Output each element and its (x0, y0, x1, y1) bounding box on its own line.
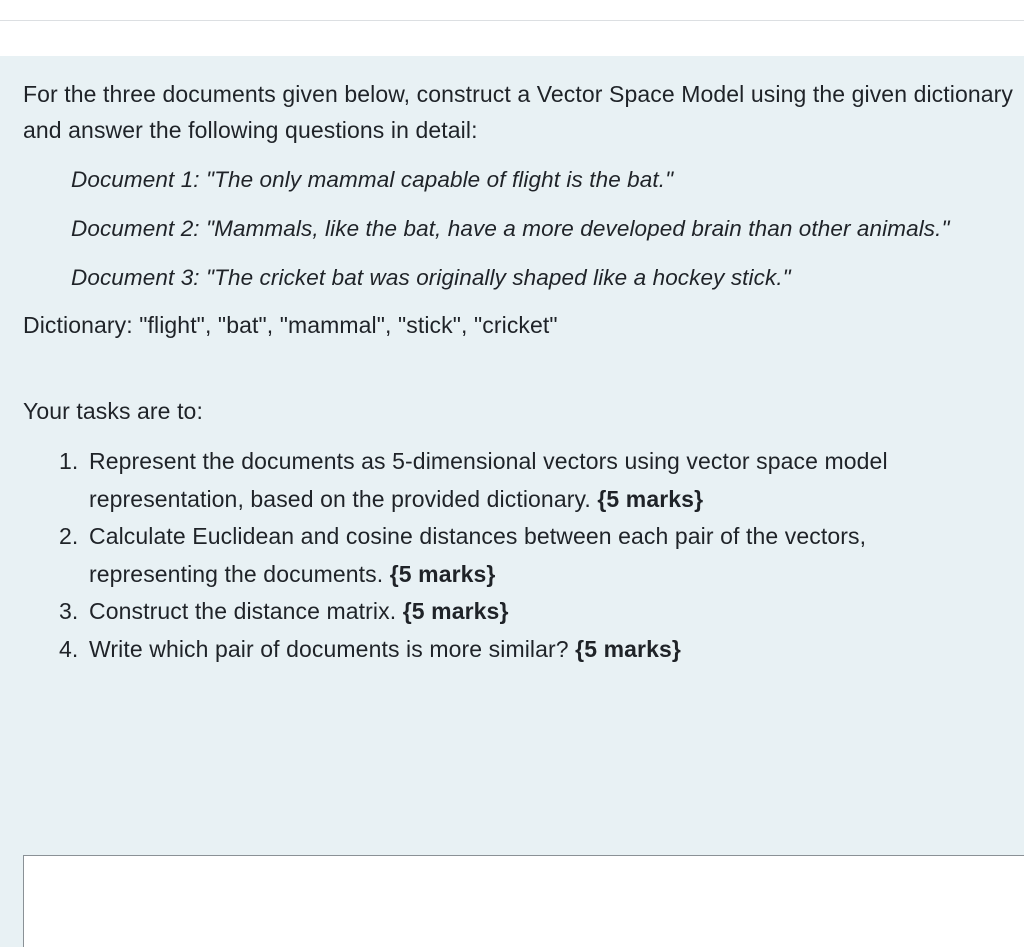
document-1-text: "The only mammal capable of flight is the bat." (206, 167, 674, 192)
task-marks: {5 marks} (402, 598, 509, 624)
document-3-text: "The cricket bat was originally shaped like a hockey stick." (206, 265, 791, 290)
answer-input-box[interactable] (23, 855, 1024, 947)
task-item-1 (59, 443, 989, 518)
tasks-intro: Your tasks are to: (23, 398, 203, 424)
question-intro: For the three documents given below, construct a Vector Space Model using the given dictionary and answer the following questions in detail: (23, 81, 1014, 143)
task-item-2 (59, 518, 989, 593)
top-strip (0, 0, 1024, 56)
task-list (59, 443, 989, 668)
task-text: Calculate Euclidean and cosine distances between each pair of the vectors, representing the documents. (89, 523, 867, 587)
task-number: 1. (59, 448, 79, 474)
task-number: 3. (59, 598, 79, 624)
document-1 (71, 162, 1013, 198)
task-text: Write which pair of documents is more similar? (89, 635, 569, 662)
document-3-label: Document 3: (71, 265, 200, 290)
task-number: 2. (59, 523, 79, 549)
task-number: 4. (59, 635, 79, 662)
task-marks: {5 marks} (575, 635, 681, 662)
task-marks: {5 marks} (597, 485, 704, 512)
document-2-label: Document 2: (71, 216, 200, 241)
task-marks: {5 marks} (389, 560, 496, 587)
top-divider (0, 20, 1024, 21)
dictionary: Dictionary: "flight", "bat", "mammal", "stick", "cricket" (23, 312, 558, 338)
document-2 (71, 210, 971, 248)
task-item-3 (59, 593, 989, 631)
document-3 (71, 260, 1013, 296)
document-1-label: Document 1: (71, 167, 200, 192)
task-text: Represent the documents as 5-dimensional vectors using vector space model representation, based on the provided dictionary. (89, 448, 888, 512)
question-content (23, 76, 1013, 668)
task-item-4 (59, 631, 989, 669)
task-text: Construct the distance matrix. (89, 598, 397, 624)
document-2-text: "Mammals, like the bat, have a more developed brain than other animals." (206, 216, 950, 241)
